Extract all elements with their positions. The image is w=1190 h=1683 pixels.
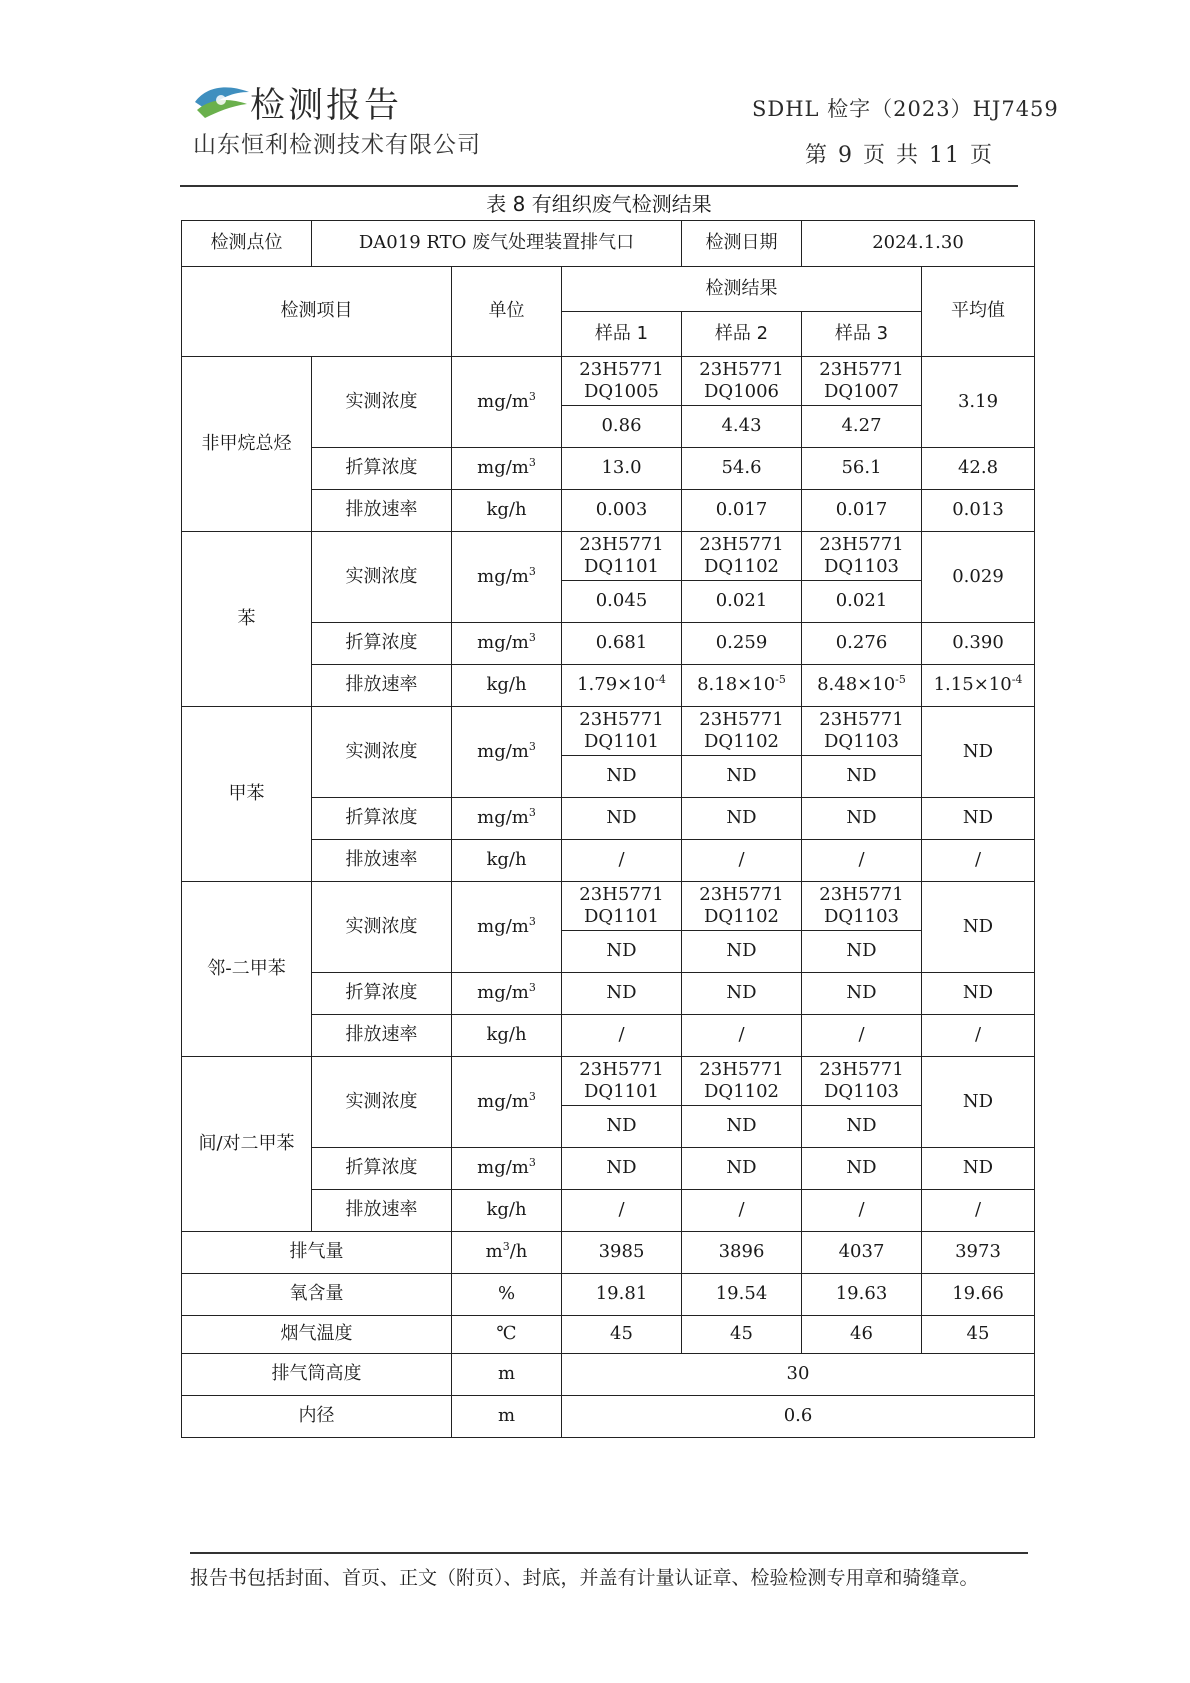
rate-value <box>682 1190 802 1232</box>
header-row-1 <box>182 267 1035 312</box>
summary-row <box>182 1316 1035 1354</box>
sample-code: 23H5771 DQ1103 <box>802 882 922 931</box>
rate-value <box>802 1015 922 1057</box>
measured-value: ND <box>802 1106 922 1148</box>
measured-label: 实测浓度 <box>312 1057 452 1148</box>
summary-value: 3985 <box>562 1232 682 1274</box>
unit-text: mg/m <box>477 390 529 412</box>
rate-mantissa: / <box>618 1199 625 1221</box>
rate-mantissa: / <box>858 1024 865 1046</box>
unit-text: mg/m <box>477 807 529 829</box>
header-results: 检测结果 <box>562 267 922 312</box>
converted-label: 折算浓度 <box>312 798 452 840</box>
analyte-name: 甲苯 <box>182 707 312 882</box>
rate-mantissa: / <box>618 1024 625 1046</box>
rate-value <box>682 1015 802 1057</box>
measured-label: 实测浓度 <box>312 707 452 798</box>
measured-unit <box>452 357 562 448</box>
superscript: 3 <box>502 1240 510 1254</box>
measured-value: 0.86 <box>562 406 682 448</box>
converted-value: 0.681 <box>562 623 682 665</box>
converted-value: 0.259 <box>682 623 802 665</box>
converted-avg: 42.8 <box>922 448 1035 490</box>
rate-avg <box>922 840 1035 882</box>
summary-avg: 19.66 <box>922 1274 1035 1316</box>
sample-code: 23H5771 DQ1103 <box>802 532 922 581</box>
converted-unit <box>452 623 562 665</box>
stack-label: 内径 <box>182 1396 452 1438</box>
sample-code: 23H5771 DQ1103 <box>802 1057 922 1106</box>
analyte-name: 间/对二甲苯 <box>182 1057 312 1232</box>
rate-mantissa: / <box>738 1024 745 1046</box>
converted-value: ND <box>682 973 802 1015</box>
converted-unit <box>452 973 562 1015</box>
unit-text: mg/m <box>477 740 529 762</box>
document-number: SDHL 检字（2023）HJ7459 <box>752 97 1059 121</box>
measured-value: 4.43 <box>682 406 802 448</box>
converted-value: 56.1 <box>802 448 922 490</box>
analyte-name: 非甲烷总烃 <box>182 357 312 532</box>
superscript: -4 <box>1011 673 1023 687</box>
rate-mantissa: 0.017 <box>835 499 888 521</box>
measured-label: 实测浓度 <box>312 532 452 623</box>
unit-text: mg/m <box>477 632 529 654</box>
stack-unit: m <box>452 1396 562 1438</box>
converted-avg: ND <box>922 1148 1035 1190</box>
rate-unit: kg/h <box>452 490 562 532</box>
summary-value: 45 <box>682 1316 802 1354</box>
rate-avg <box>922 1015 1035 1057</box>
converted-label: 折算浓度 <box>312 448 452 490</box>
sample-code: 23H5771 DQ1005 <box>562 357 682 406</box>
measured-unit <box>452 707 562 798</box>
converted-value: ND <box>682 798 802 840</box>
header-item: 检测项目 <box>182 267 452 357</box>
measured-value: 0.021 <box>802 581 922 623</box>
superscript: 3 <box>528 389 536 403</box>
table-row <box>182 1057 1035 1106</box>
converted-avg: ND <box>922 798 1035 840</box>
rate-avg <box>922 665 1035 707</box>
header-sample-3: 样品 3 <box>802 312 922 357</box>
rate-mantissa: / <box>974 1024 982 1046</box>
unit-text: mg/m <box>477 982 529 1004</box>
unit-text: m <box>485 1241 503 1263</box>
unit-text: mg/m <box>477 915 529 937</box>
converted-value: ND <box>802 798 922 840</box>
rate-value <box>562 1190 682 1232</box>
stack-row <box>182 1396 1035 1438</box>
measured-label: 实测浓度 <box>312 357 452 448</box>
info-row <box>182 221 1035 267</box>
measured-value: 0.045 <box>562 581 682 623</box>
rate-value <box>802 490 922 532</box>
company-logo-icon <box>193 80 251 120</box>
footer-note: 报告书包括封面、首页、正文（附页）、封底，并盖有计量认证章、检验检测专用章和骑缝章。 <box>190 1567 979 1589</box>
table-row <box>182 707 1035 756</box>
report-title: 检测报告 <box>250 86 403 126</box>
measured-value: 4.27 <box>802 406 922 448</box>
superscript: -5 <box>895 673 906 687</box>
analyte-name: 邻-二甲苯 <box>182 882 312 1057</box>
unit-text: ℃ <box>496 1323 517 1345</box>
rate-mantissa: 1.79×10 <box>577 674 656 696</box>
sample-code: 23H5771 DQ1102 <box>682 707 802 756</box>
rate-value <box>562 840 682 882</box>
summary-label: 排气量 <box>182 1232 452 1274</box>
rate-value <box>562 665 682 707</box>
header-sample-2: 样品 2 <box>682 312 802 357</box>
converted-unit <box>452 798 562 840</box>
rate-value <box>562 1015 682 1057</box>
date-label: 检测日期 <box>682 221 802 267</box>
stack-label: 排气筒高度 <box>182 1354 452 1396</box>
summary-avg: 45 <box>922 1316 1035 1354</box>
results-table-body <box>182 221 1035 1438</box>
measured-value: 0.021 <box>682 581 802 623</box>
converted-value: ND <box>562 973 682 1015</box>
summary-row <box>182 1274 1035 1316</box>
analyte-name: 苯 <box>182 532 312 707</box>
summary-avg: 3973 <box>922 1232 1035 1274</box>
stack-value: 0.6 <box>562 1396 1035 1438</box>
rate-value <box>802 840 922 882</box>
measured-label: 实测浓度 <box>312 882 452 973</box>
converted-unit <box>452 1148 562 1190</box>
company-name: 山东恒利检测技术有限公司 <box>193 132 481 158</box>
sample-code: 23H5771 DQ1101 <box>562 882 682 931</box>
rate-unit: kg/h <box>452 1015 562 1057</box>
converted-value: 54.6 <box>682 448 802 490</box>
sample-code: 23H5771 DQ1102 <box>682 882 802 931</box>
measured-unit <box>452 882 562 973</box>
measured-value: ND <box>562 1106 682 1148</box>
measured-unit <box>452 1057 562 1148</box>
sample-code: 23H5771 DQ1102 <box>682 1057 802 1106</box>
sample-code: 23H5771 DQ1101 <box>562 1057 682 1106</box>
rate-mantissa: / <box>738 849 745 871</box>
converted-label: 折算浓度 <box>312 973 452 1015</box>
unit-text: mg/m <box>477 1157 529 1179</box>
rate-value <box>682 840 802 882</box>
measured-value: ND <box>682 756 802 798</box>
rate-label: 排放速率 <box>312 840 452 882</box>
summary-row <box>182 1232 1035 1274</box>
summary-value: 19.81 <box>562 1274 682 1316</box>
sample-code: 23H5771 DQ1007 <box>802 357 922 406</box>
summary-value: 4037 <box>802 1232 922 1274</box>
converted-value: ND <box>562 1148 682 1190</box>
rate-unit: kg/h <box>452 1190 562 1232</box>
rate-label: 排放速率 <box>312 1015 452 1057</box>
rate-value <box>682 665 802 707</box>
converted-label: 折算浓度 <box>312 623 452 665</box>
footer-divider <box>190 1552 1028 1554</box>
summary-unit <box>452 1232 562 1274</box>
header-sample-1: 样品 1 <box>562 312 682 357</box>
measured-value: ND <box>802 756 922 798</box>
rate-mantissa: / <box>858 1199 865 1221</box>
superscript: 3 <box>528 631 536 645</box>
rate-unit: kg/h <box>452 665 562 707</box>
converted-value: 0.276 <box>802 623 922 665</box>
converted-value: 13.0 <box>562 448 682 490</box>
summary-value: 46 <box>802 1316 922 1354</box>
rate-label: 排放速率 <box>312 1190 452 1232</box>
measured-avg: 0.029 <box>922 532 1035 623</box>
converted-value: ND <box>562 798 682 840</box>
header-divider <box>180 185 1018 187</box>
converted-value: ND <box>802 1148 922 1190</box>
superscript: 3 <box>528 806 536 820</box>
superscript: 3 <box>528 981 536 995</box>
table-row <box>182 357 1035 406</box>
stack-unit: m <box>452 1354 562 1396</box>
site-value: DA019 RTO 废气处理装置排气口 <box>312 221 682 267</box>
unit-text: % <box>497 1283 516 1305</box>
stack-value: 30 <box>562 1354 1035 1396</box>
summary-unit <box>452 1274 562 1316</box>
rate-mantissa: / <box>738 1199 745 1221</box>
rate-label: 排放速率 <box>312 665 452 707</box>
superscript: -5 <box>775 673 786 687</box>
rate-avg <box>922 1190 1035 1232</box>
measured-value: ND <box>802 931 922 973</box>
rate-mantissa: / <box>858 849 865 871</box>
table-row <box>182 882 1035 931</box>
measured-value: ND <box>682 1106 802 1148</box>
converted-value: ND <box>682 1148 802 1190</box>
summary-unit <box>452 1316 562 1354</box>
summary-value: 45 <box>562 1316 682 1354</box>
converted-label: 折算浓度 <box>312 1148 452 1190</box>
rate-mantissa: 0.003 <box>595 499 648 521</box>
rate-value <box>682 490 802 532</box>
superscript: -4 <box>655 673 666 687</box>
unit-tail: /h <box>509 1241 528 1263</box>
measured-avg: ND <box>922 882 1035 973</box>
superscript: 3 <box>528 914 536 928</box>
rate-mantissa: / <box>974 1199 982 1221</box>
measured-avg: ND <box>922 1057 1035 1148</box>
rate-value <box>562 490 682 532</box>
measured-value: ND <box>682 931 802 973</box>
unit-text: mg/m <box>477 457 529 479</box>
summary-value: 19.63 <box>802 1274 922 1316</box>
converted-value: ND <box>802 973 922 1015</box>
superscript: 3 <box>528 739 536 753</box>
sample-code: 23H5771 DQ1101 <box>562 532 682 581</box>
summary-label: 氧含量 <box>182 1274 452 1316</box>
sample-code: 23H5771 DQ1102 <box>682 532 802 581</box>
measured-value: ND <box>562 931 682 973</box>
converted-avg: 0.390 <box>922 623 1035 665</box>
superscript: 3 <box>528 456 536 470</box>
site-label: 检测点位 <box>182 221 312 267</box>
rate-value <box>802 665 922 707</box>
superscript: 3 <box>528 1156 536 1170</box>
rate-unit: kg/h <box>452 840 562 882</box>
stack-row <box>182 1354 1035 1396</box>
measured-avg: ND <box>922 707 1035 798</box>
summary-value: 3896 <box>682 1232 802 1274</box>
summary-label: 烟气温度 <box>182 1316 452 1354</box>
rate-mantissa: 0.017 <box>715 499 768 521</box>
table-title: 表 8 有组织废气检测结果 <box>486 192 712 216</box>
rate-mantissa: 0.013 <box>952 499 1004 521</box>
sample-code: 23H5771 DQ1101 <box>562 707 682 756</box>
unit-text: mg/m <box>477 1090 529 1112</box>
summary-value: 19.54 <box>682 1274 802 1316</box>
measured-value: ND <box>562 756 682 798</box>
measured-unit <box>452 532 562 623</box>
superscript: 3 <box>528 564 536 578</box>
rate-value <box>802 1190 922 1232</box>
rate-mantissa: 8.18×10 <box>697 674 776 696</box>
converted-unit <box>452 448 562 490</box>
rate-mantissa: / <box>974 849 982 871</box>
results-table <box>181 220 1035 1438</box>
sample-code: 23H5771 DQ1006 <box>682 357 802 406</box>
rate-avg <box>922 490 1035 532</box>
sample-code: 23H5771 DQ1103 <box>802 707 922 756</box>
converted-avg: ND <box>922 973 1035 1015</box>
rate-mantissa: 1.15×10 <box>933 674 1012 696</box>
rate-mantissa: 8.48×10 <box>817 674 896 696</box>
page-indicator: 第 9 页 共 11 页 <box>805 143 994 168</box>
measured-avg: 3.19 <box>922 357 1035 448</box>
superscript: 3 <box>528 1089 536 1103</box>
rate-label: 排放速率 <box>312 490 452 532</box>
table-row <box>182 532 1035 581</box>
unit-text: mg/m <box>477 565 529 587</box>
rate-mantissa: / <box>618 849 625 871</box>
header-avg: 平均值 <box>922 267 1035 357</box>
date-value: 2024.1.30 <box>802 221 1035 267</box>
header-unit: 单位 <box>452 267 562 357</box>
